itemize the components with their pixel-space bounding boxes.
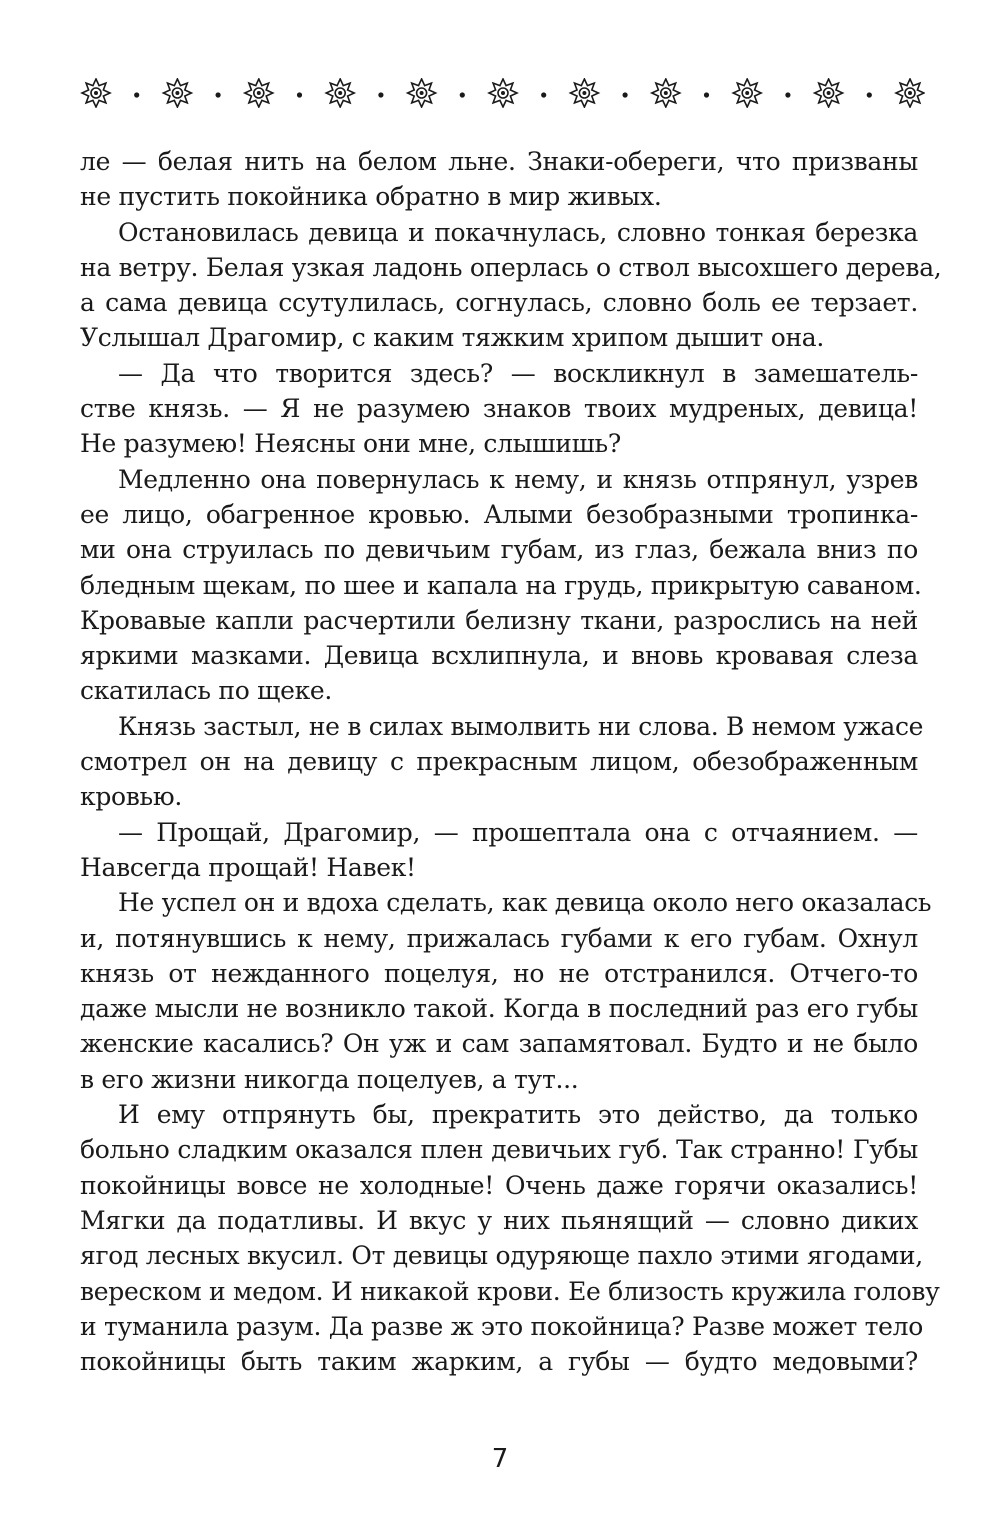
text-line: не пустить покойника обратно в мир живых. bbox=[80, 182, 662, 212]
ornament-separator-dot bbox=[867, 92, 872, 97]
paragraph bbox=[80, 815, 918, 886]
sun-flower-icon bbox=[489, 79, 517, 107]
text-line: больно сладким оказался плен девичьих губ. Так странно! Губы bbox=[80, 1135, 918, 1165]
text-line: покойницы вовсе не холодные! Очень даже горячи оказались! bbox=[80, 1170, 918, 1200]
text-line: Не разумею! Неясны они мне, слышишь? bbox=[80, 429, 621, 459]
ornament-separator-dot bbox=[704, 92, 709, 97]
text-line: и туманила разум. Да разве ж это покойница? Разве может тело bbox=[80, 1311, 923, 1341]
paragraph bbox=[80, 709, 924, 815]
paragraph bbox=[80, 1097, 940, 1379]
text-line: ее лицо, обагренное кровью. Алыми безобразными тропинка- bbox=[80, 499, 918, 529]
ornament-separator-dot bbox=[297, 92, 302, 97]
text-line: на ветру. Белая узкая ладонь оперлась о ствол высохшего дерева, bbox=[80, 252, 942, 282]
text-line: Кровавые капли расчертили белизну ткани, разрослись на ней bbox=[80, 605, 918, 635]
text-line: смотрел он на девицу с прекрасным лицом, обезображенным bbox=[80, 747, 918, 777]
text-line: Навсегда прощай! Навек! bbox=[80, 852, 416, 882]
text-line: покойницы быть таким жарким, а губы — будто медовыми? bbox=[80, 1347, 918, 1377]
paragraph bbox=[80, 356, 918, 462]
ornament-separator-dot bbox=[623, 92, 628, 97]
sun-flower-icon bbox=[570, 79, 598, 107]
header-ornament bbox=[80, 78, 925, 108]
sun-flower-icon bbox=[652, 79, 680, 107]
paragraph bbox=[80, 215, 942, 356]
text-line: скатилась по щеке. bbox=[80, 676, 333, 706]
text-line: а сама девица ссутулилась, согнулась, словно боль ее терзает. bbox=[80, 288, 918, 318]
ornament-separator-dot bbox=[216, 92, 221, 97]
text-line: — Прощай, Драгомир, — прошептала она с отчаянием. — bbox=[118, 817, 918, 847]
text-line: кровью. bbox=[80, 782, 182, 812]
sun-flower-icon bbox=[245, 79, 273, 107]
text-line: Мягки да податливы. И вкус у них пьянящий — словно диких bbox=[80, 1205, 918, 1235]
sun-flower-icon bbox=[163, 79, 191, 107]
text-line: Услышал Драгомир, с каким тяжким хрипом дышит она. bbox=[80, 323, 825, 353]
sun-flower-icon bbox=[896, 79, 924, 107]
sun-flower-icon bbox=[815, 79, 843, 107]
text-line: ягод лесных вкусил. От девицы одуряюще пахло этими ягодами, bbox=[80, 1241, 923, 1271]
text-line: князь от нежданного поцелуя, но не отстранился. Отчего-то bbox=[80, 958, 918, 988]
text-line: ле — белая нить на белом льне. Знаки-обереги, что призваны bbox=[80, 147, 918, 176]
ornament-separator-dot bbox=[541, 92, 546, 97]
ornament-separator-dot bbox=[378, 92, 383, 97]
text-line: Медленно она повернулась к нему, и князь отпрянул, узрев bbox=[118, 464, 918, 494]
text-line: И ему отпрянуть бы, прекратить это действо, да только bbox=[118, 1100, 918, 1130]
page-number: 7 bbox=[491, 1444, 509, 1474]
paragraph bbox=[80, 462, 922, 709]
text-line: бледным щекам, по шее и капала на грудь, прикрытую саваном. bbox=[80, 570, 922, 600]
text-line: стве князь. — Я не разумею знаков твоих мудреных, девица! bbox=[80, 394, 918, 424]
text-line: Не успел он и вдоха сделать, как девица около него оказалась bbox=[118, 888, 932, 918]
text-line: Князь застыл, не в силах вымолвить ни слова. В немом ужасе bbox=[118, 711, 924, 741]
text-line: — Да что творится здесь? — воскликнул в замешатель- bbox=[118, 358, 918, 388]
sun-flower-icon bbox=[733, 79, 761, 107]
paragraph bbox=[80, 885, 932, 1097]
paragraph bbox=[80, 144, 918, 215]
text-line: даже мысли не возникло такой. Когда в последний раз его губы bbox=[80, 994, 918, 1024]
text-line: ми она струилась по девичьим губам, из глаз, бежала вниз по bbox=[80, 535, 918, 565]
text-line: женские касались? Он уж и сам запамятовал. Будто и не было bbox=[80, 1029, 918, 1059]
ornament-separator-dot bbox=[134, 92, 139, 97]
text-line: яркими мазками. Девица всхлипнула, и вновь кровавая слеза bbox=[80, 641, 918, 671]
text-line: в его жизни никогда поцелуев, а тут... bbox=[80, 1064, 579, 1094]
ornament-separator-dot bbox=[460, 92, 465, 97]
sun-flower-icon bbox=[326, 79, 354, 107]
ornament-separator-dot bbox=[785, 92, 790, 97]
text-line: вереском и медом. И никакой крови. Ее близость кружила голову bbox=[80, 1276, 940, 1306]
text-line: и, потянувшись к нему, прижалась губами к его губам. Охнул bbox=[80, 923, 918, 953]
body-text bbox=[80, 144, 942, 1379]
text-line: Остановилась девица и покачнулась, словно тонкая березка bbox=[118, 217, 918, 247]
sun-flower-icon bbox=[408, 79, 436, 107]
sun-flower-icon bbox=[82, 79, 110, 107]
